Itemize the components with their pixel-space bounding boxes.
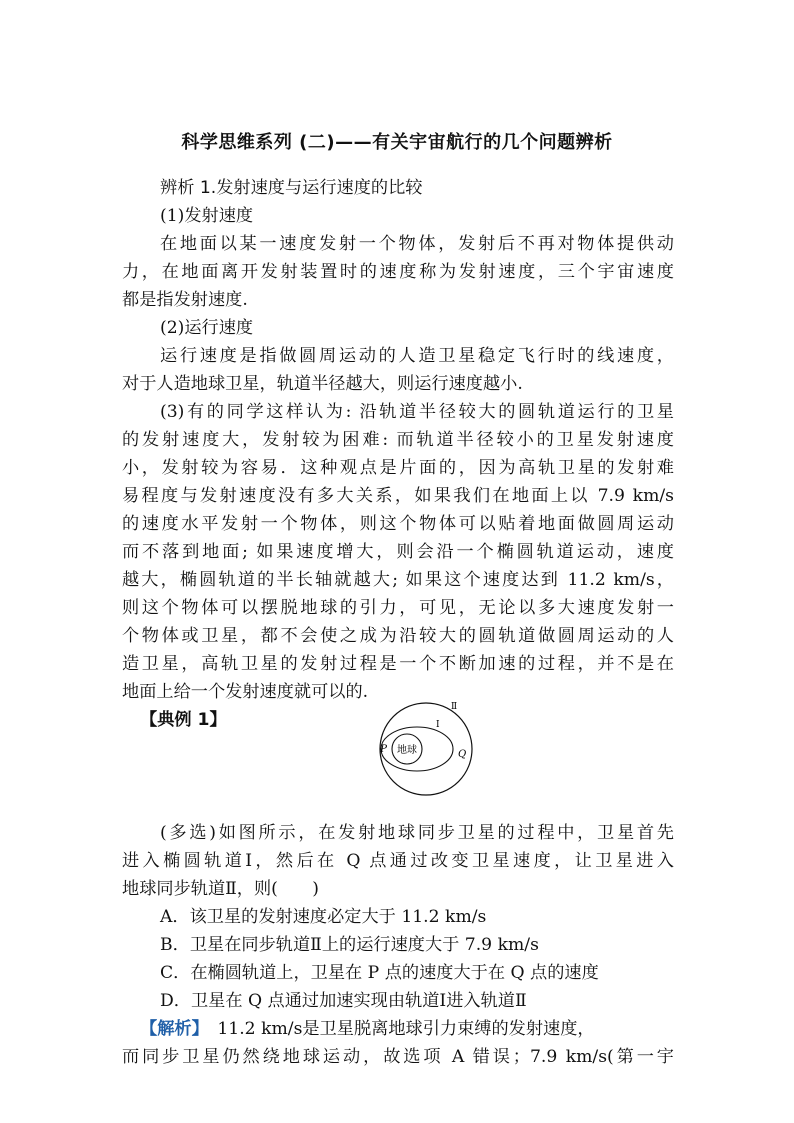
option-a: A．该卫星的发射速度必定大于 11.2 km/s: [160, 907, 487, 927]
question-line: 进入椭圆轨道Ⅰ，然后在 Q 点通过改变卫星速度，让卫星进入: [122, 851, 674, 871]
question-line: 地球同步轨道Ⅱ，则( ): [122, 879, 319, 899]
point-p-label: P: [380, 744, 387, 755]
paragraph-line: 而不落到地面; 如果速度增大，则会沿一个椭圆轨道运动，速度: [122, 542, 674, 562]
paragraph-line: 力，在地面离开发射装置时的速度称为发射速度，三个宇宙速度: [122, 262, 674, 282]
option-b: B．卫星在同步轨道Ⅱ上的运行速度大于 7.9 km/s: [160, 935, 539, 955]
paragraph-line: 小，发射较为容易．这种观点是片面的，因为高轨卫星的发射难: [122, 458, 674, 478]
paragraph-line: 在地面以某一速度发射一个物体，发射后不再对物体提供动: [160, 234, 674, 254]
paragraph-line: 则这个物体可以摆脱地球的引力，可见，无论以多大速度发射一: [122, 598, 674, 618]
analysis-label: 【解析】: [140, 1019, 201, 1039]
analysis-line: [140, 1015, 674, 1043]
example-label: 【典例 1】: [140, 710, 227, 730]
section-heading: 辨析 1.发射速度与运行速度的比较: [160, 178, 423, 198]
paragraph-line: 都是指发射速度.: [122, 290, 248, 310]
paragraph-line: 易程度与发射速度没有多大关系，如果我们在地面上以 7.9 km/s: [122, 486, 674, 506]
question-line: (多选)如图所示，在发射地球同步卫星的过程中，卫星首先: [160, 823, 674, 843]
paragraph-line: 越大，椭圆轨道的半长轴就越大; 如果这个速度达到 11.2 km/s，: [122, 570, 674, 590]
paragraph-line: 地面上给一个发射速度就可以的.: [122, 682, 369, 702]
orbit-ii-label: Ⅱ: [451, 702, 458, 712]
analysis-text: 11.2 km/s是卫星脱离地球引力束缚的发射速度，: [200, 1019, 595, 1039]
paragraph-line: 对于人造地球卫星，轨道半径越大，则运行速度越小.: [122, 374, 523, 394]
orbit-i-label: Ⅰ: [436, 720, 440, 730]
point-q-label: Q: [458, 749, 467, 760]
option-c: C．在椭圆轨道上，卫星在 P 点的速度大于在 Q 点的速度: [160, 963, 599, 983]
page-title: 科学思维系列 (二)——有关宇宙航行的几个问题辨析: [181, 132, 613, 153]
paragraph-line: 的速度水平发射一个物体，则这个物体可以贴着地面做圆周运动: [122, 514, 674, 534]
orbit-diagram: [362, 697, 492, 797]
paragraph-line: 造卫星，高轨卫星的发射过程是一个不断加速的过程，并不是在: [122, 654, 674, 674]
paragraph-line: (3)有的同学这样认为: 沿轨道半径较大的圆轨道运行的卫星: [160, 402, 674, 422]
analysis-line: 而同步卫星仍然绕地球运动，故选项 A 错误；7.9 km/s(第一宇: [122, 1047, 674, 1067]
paragraph-line: 运行速度是指做圆周运动的人造卫星稳定飞行时的线速度，: [160, 346, 674, 366]
earth-label: 地球: [397, 745, 417, 756]
subsection-title-orbit-speed: (2)运行速度: [160, 318, 254, 338]
option-d: D．卫星在 Q 点通过加速实现由轨道Ⅰ进入轨道Ⅱ: [160, 991, 527, 1011]
paragraph-line: 的发射速度大，发射较为困难: 而轨道半径较小的卫星发射速度: [122, 430, 674, 450]
paragraph-line: 个物体或卫星，都不会使之成为沿较大的圆轨道做圆周运动的人: [122, 626, 674, 646]
subsection-title-launch-speed: (1)发射速度: [160, 206, 254, 226]
